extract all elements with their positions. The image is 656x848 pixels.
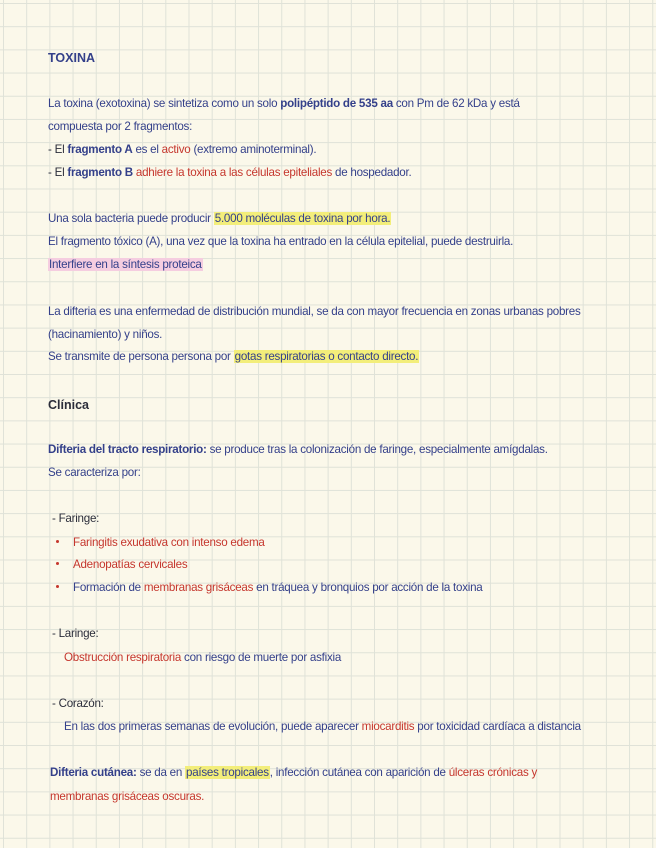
faringe-label: - Faringe: <box>52 512 100 525</box>
epithelial-cells-term: células epiteliales <box>245 166 333 179</box>
transmission-line: Se transmite de persona persona por gotas respiratorias o contacto directo. <box>48 350 419 363</box>
page-title: TOXINA <box>48 51 95 65</box>
protein-synthesis-line <box>48 258 203 272</box>
production-rate-highlight: 5.000 moléculas de toxina por hora. <box>214 212 391 225</box>
fragment-a-label: fragmento A <box>67 143 133 156</box>
bullet-icon <box>56 540 59 543</box>
laringe-detail: Obstrucción respiratoria con riesgo de muerte por asfixia <box>64 651 342 664</box>
distribution-line-2: (hacinamiento) y niños. <box>48 328 163 341</box>
cutaneous-diphtheria-line: Difteria cutánea: se da en países tropicales, infección cutánea con aparición de úlceras crónicas y <box>50 766 538 779</box>
toxin-intro-line-2: compuesta por 2 fragmentos: <box>48 120 193 133</box>
faringe-item-3: Formación de membranas grisáceas en tráquea y bronquios por acción de la toxina <box>56 581 482 595</box>
toxin-intro-line-1: La toxina (exotoxina) se sintetiza como un solo polipéptido de 535 aa con Pm de 62 kDa y está <box>48 97 520 110</box>
myocarditis-term: miocarditis <box>361 720 415 733</box>
bullet-icon <box>56 585 59 588</box>
respiratory-obstruction-term: Obstrucción respiratoria <box>64 651 182 664</box>
respiratory-diphtheria-line: Difteria del tracto respiratorio: se produce tras la colonización de faringe, especialmente amígdalas. <box>48 443 548 456</box>
laringe-label: - Laringe: <box>52 627 99 640</box>
faringe-item-2: Adenopatías cervicales <box>56 558 187 572</box>
toxin-production-line: Una sola bacteria puede producir 5.000 moléculas de toxina por hora. <box>48 212 391 225</box>
fragment-a-line: - El fragmento A es el activo (extremo aminoterminal). <box>48 143 317 156</box>
corazon-label: - Corazón: <box>52 697 104 710</box>
toxic-fragment-line: El fragmento tóxico (A), una vez que la toxina ha entrado en la célula epitelial, puede destruirla. <box>48 235 514 248</box>
faringe-item-1: Faringitis exudativa con intenso edema <box>56 536 265 550</box>
cutaneous-diphtheria-line-2: membranas grisáceas oscuras. <box>50 790 205 803</box>
tropical-countries-highlight: países tropicales <box>186 766 269 779</box>
characterized-by-line: Se caracteriza por: <box>48 466 141 479</box>
bullet-icon <box>56 562 59 565</box>
distribution-line-1: La difteria es una enfermedad de distribución mundial, se da con mayor frecuencia en zonas urbanas pobres <box>48 305 581 318</box>
clinica-heading: Clínica <box>48 398 89 412</box>
protein-synthesis-highlight: Interfiere en la síntesis proteica <box>49 258 202 271</box>
grey-membranes-term: membranas grisáceas <box>143 581 254 594</box>
fragment-b-line: - El fragmento B adhiere la toxina a las células epiteliales de hospedador. <box>48 166 412 179</box>
fragment-b-label: fragmento B <box>67 166 133 179</box>
active-term: activo <box>161 143 191 156</box>
transmission-highlight: gotas respiratorias o contacto directo. <box>234 350 419 363</box>
respiratory-diphtheria-label: Difteria del tracto respiratorio: <box>48 443 207 456</box>
polypeptide-highlight: polipéptido de 535 aa <box>280 97 393 110</box>
chronic-ulcers-term: úlceras crónicas y <box>448 766 538 779</box>
corazon-detail: En las dos primeras semanas de evolución, puede aparecer miocarditis por toxicidad cardíaca a distancia <box>64 720 581 733</box>
cutaneous-diphtheria-label: Difteria cutánea: <box>50 766 137 779</box>
